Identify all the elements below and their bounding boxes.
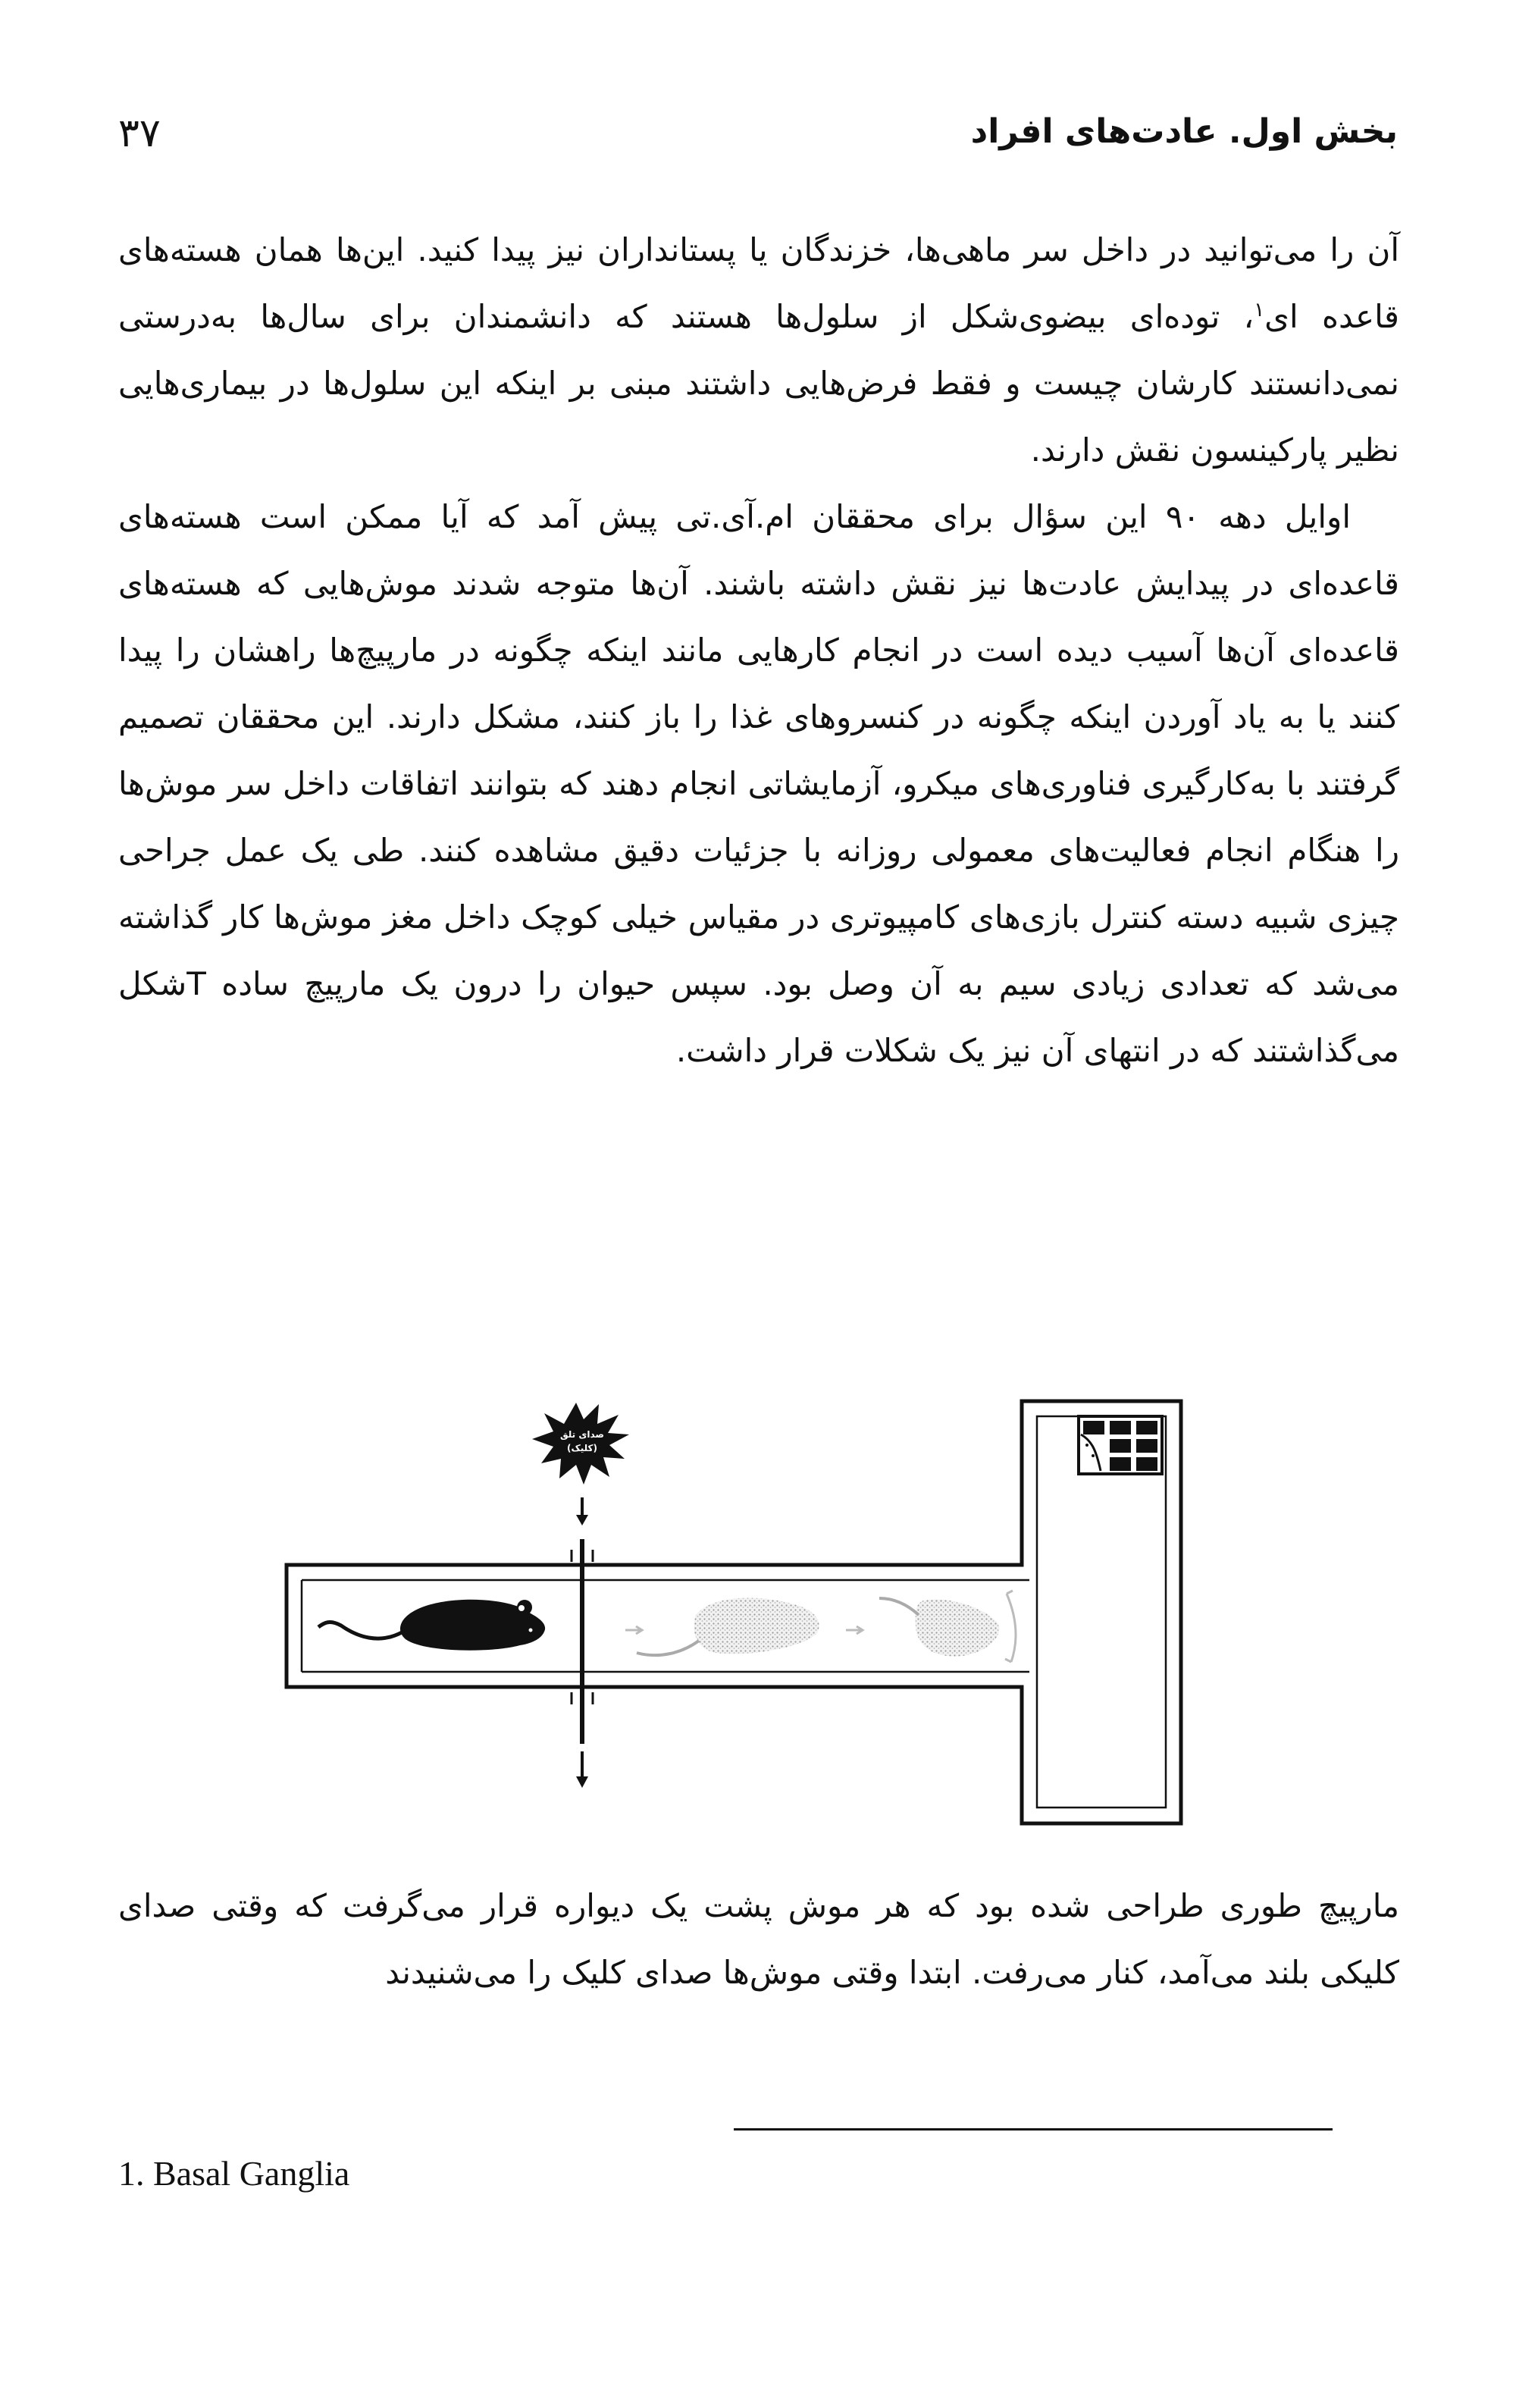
maze-figure bbox=[280, 1395, 1213, 1835]
paragraph-1-rest: ، توده‌ای بیضوی‌شکل از سلول‌ها هستند که دانشمندان برای سال‌ها به‌درستی نمی‌دانستند کارشان چیست و فقط فرض‌هایی داشتند مبنی بر اینکه این سلول‌ها در بیماری‌هایی نظیر پارکینسون نقش دارند. bbox=[118, 298, 1399, 469]
mouse-black-icon bbox=[318, 1600, 545, 1651]
page-number: ۳۷ bbox=[118, 111, 161, 156]
burst-label-line2: (کلیک) bbox=[566, 1443, 598, 1453]
paragraph-1-start: آن را می‌توانید در داخل سر ماهی‌ها، خزندگان یا پستانداران نیز پیدا کنید. این‌ها همان هسته‌های قاعده ای bbox=[118, 231, 1399, 335]
mouse-gray-icon-2 bbox=[846, 1591, 1016, 1662]
click-burst-icon bbox=[532, 1403, 629, 1485]
paragraph-2: اوایل دهه ۹۰ این سؤال برای محققان ام.آی.تی پیش آمد که آیا ممکن است هسته‌های قاعده‌ای در پیدایش عادت‌ها نیز نقش داشته باشند. آن‌ها متوجه شدند موش‌هایی که هسته‌های قاعده‌ای آن‌ها آسیب دیده است در انجام کارهایی مانند اینکه چگونه در مارپیچ‌ها راهشان را پیدا کنند یا به یاد آوردن اینکه چگونه در کنسروهای غذا را باز کنند، مشکل دارند. این محققان تصمیم گرفتند با به‌کارگیری فناوری‌های میکرو، آزمایشاتی انجام دهند که بتوانند اتفاقات داخل سر موش‌ها را هنگام انجام فعالیت‌های معمولی روزانه با جزئیات دقیق مشاهده کنند. طی یک عمل جراحی چیزی شبیه دسته کنترل بازی‌های کامپیوتری در مقیاس خیلی کوچک داخل مغز موش‌ها کار گذاشته می‌شد که تعدادی زیادی سیم به آن وصل بود. سپس حیوان را درون یک مارپیچ ساده Tشکل می‌گذاشتند که در انتهای آن نیز یک شکلات قرار داشت. bbox=[118, 498, 1399, 1069]
down-arrow-top bbox=[576, 1497, 588, 1525]
body-text bbox=[118, 217, 1399, 1084]
footnote: 1. Basal Ganglia bbox=[118, 2154, 350, 2193]
gate-wall bbox=[572, 1539, 593, 1744]
t-maze-illustration bbox=[280, 1395, 1213, 1835]
paragraph-1 bbox=[118, 217, 1399, 484]
footnote-reference: ۱ bbox=[1254, 299, 1265, 321]
caption-text bbox=[118, 1873, 1399, 2006]
caption-paragraph: مارپیچ طوری طراحی شده بود که هر موش پشت یک دیواره قرار می‌گرفت که وقتی صدای کلیکی بلند می‌آمد، کنار می‌رفت. ابتدا وقتی موش‌ها صدای کلیک را می‌شنیدند bbox=[118, 1887, 1399, 1991]
footnote-rule bbox=[734, 2128, 1333, 2131]
running-head: بخش اول. عادت‌های افراد bbox=[970, 112, 1398, 151]
mouse-gray-icon bbox=[625, 1598, 819, 1656]
chocolate-icon bbox=[1079, 1416, 1162, 1474]
down-arrow-bottom bbox=[576, 1751, 588, 1788]
burst-label-line1: صدای تلق bbox=[559, 1429, 605, 1440]
